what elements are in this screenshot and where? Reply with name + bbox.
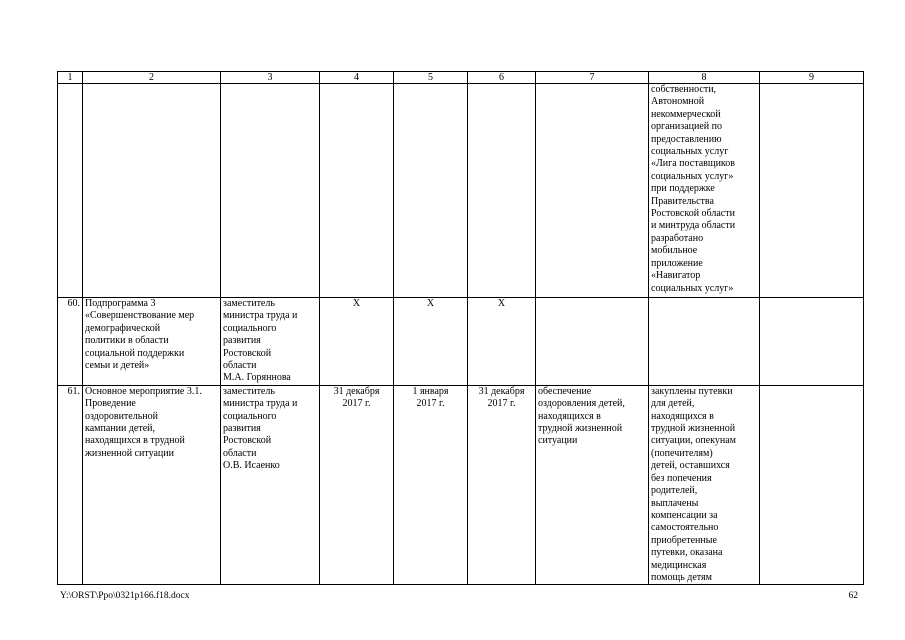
start-date-cell: 1 января 2017 г. xyxy=(394,385,468,585)
responsible-cell: заместитель министра труда и социального развития Ростовской области О.В. Исаенко xyxy=(221,385,320,585)
notes-cell xyxy=(760,385,864,585)
row-number-cell: 61. xyxy=(58,385,83,585)
column-header-3: 3 xyxy=(221,72,320,84)
responsible-cell: заместитель министра труда и социального развития Ростовской области М.А. Горяннова xyxy=(221,298,320,386)
activity-cell: Основное мероприятие 3.1. Проведение оздоровительной кампании детей, находящихся в трудной жизненной ситуации xyxy=(83,385,221,585)
column-header-4: 4 xyxy=(320,72,394,84)
column-header-5: 5 xyxy=(394,72,468,84)
expected-result-cell xyxy=(536,298,649,386)
row-number-cell xyxy=(58,84,83,298)
footer-file-path: Y:\ORST\Ppo\0321p166.f18.docx xyxy=(60,591,190,601)
column-header-2: 2 xyxy=(83,72,221,84)
table-row-60 xyxy=(58,298,864,386)
header-row xyxy=(58,72,864,84)
column-header-1: 1 xyxy=(58,72,83,84)
end-date-cell: 31 декабря 2017 г. xyxy=(468,385,536,585)
actual-result-cell xyxy=(649,298,760,386)
actual-result-cell: закуплены путевки для детей, находящихся в трудной жизненной ситуации, опекунам (попечителям) детей, оставшихся без попечения родителей, выплачены компенсации за самостоятельно приобретенные путевки, оказана медицинская помощь детям xyxy=(649,385,760,585)
start-date-cell: Х xyxy=(394,298,468,386)
expected-result-cell xyxy=(536,84,649,298)
expected-result-cell: обеспечение оздоровления детей, находящихся в трудной жизненной ситуации xyxy=(536,385,649,585)
notes-cell xyxy=(760,298,864,386)
table-row-continuation xyxy=(58,84,864,298)
deadline-cell xyxy=(320,84,394,298)
activity-cell: Подпрограмма 3 «Совершенствование мер демографической политики в области социальной поддержки семьи и детей» xyxy=(83,298,221,386)
footer-page-number: 62 xyxy=(848,591,858,601)
actual-result-cell: собственности, Автономной некоммерческой организацией по предоставлению социальных услуг «Лига поставщиков социальных услуг» при поддержке Правительства Ростовской области и минтруда области разработано мобильное приложение «Навигатор социальных услуг» xyxy=(649,84,760,298)
activity-cell xyxy=(83,84,221,298)
table-row-61 xyxy=(58,385,864,585)
data-table xyxy=(57,71,864,585)
notes-cell xyxy=(760,84,864,298)
end-date-cell: Х xyxy=(468,298,536,386)
column-header-8: 8 xyxy=(649,72,760,84)
deadline-cell: Х xyxy=(320,298,394,386)
deadline-cell: 31 декабря 2017 г. xyxy=(320,385,394,585)
column-header-9: 9 xyxy=(760,72,864,84)
end-date-cell xyxy=(468,84,536,298)
start-date-cell xyxy=(394,84,468,298)
row-number-cell: 60. xyxy=(58,298,83,386)
column-header-7: 7 xyxy=(536,72,649,84)
column-header-6: 6 xyxy=(468,72,536,84)
responsible-cell xyxy=(221,84,320,298)
